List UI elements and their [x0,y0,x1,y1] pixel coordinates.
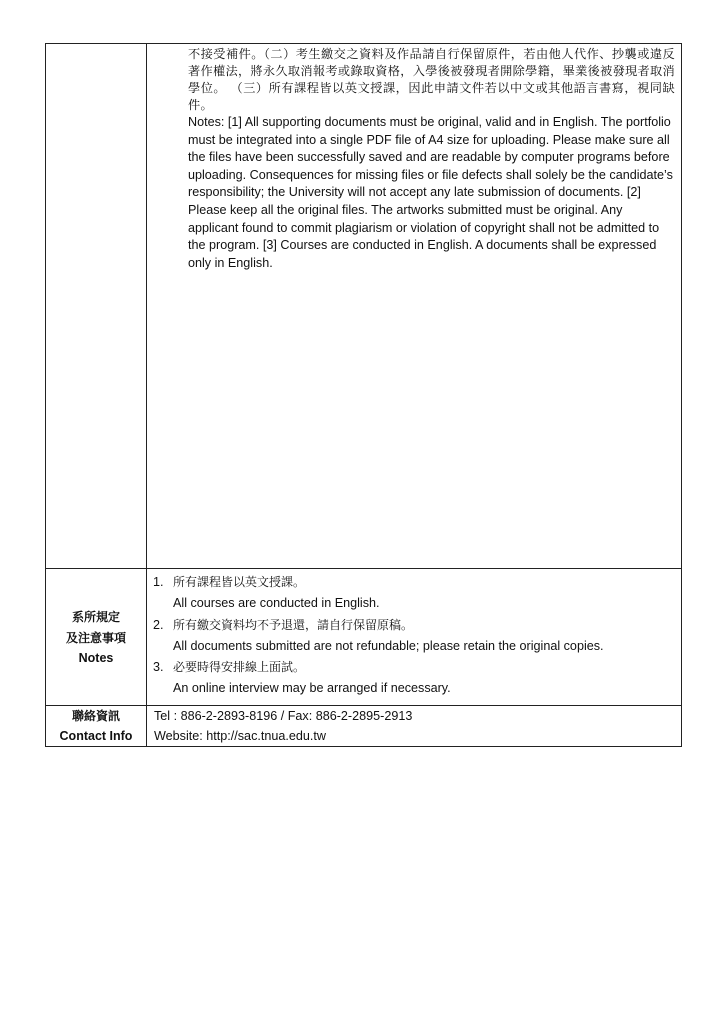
notes-content-cell [147,569,682,706]
contact-tel-fax: Tel : 886-2-2893-8196 / Fax: 886-2-2895-2913 [154,709,413,723]
contact-row [46,706,682,747]
list-item [153,572,675,615]
contact-content-cell [147,706,682,747]
contact-label-zh: 聯絡資訊 [71,709,120,723]
notes-label-zh-line1: 系所規定 [71,609,120,624]
note-en-text: An online interview may be arranged if necessary. [173,681,451,695]
note-en-text: All documents submitted are not refundable; please retain the original copies. [173,638,604,653]
requirements-label-cell [46,44,147,569]
requirements-content-cell [147,44,682,569]
list-item [153,657,675,700]
notes-label-en: Notes [78,650,114,665]
notes-label-cell [46,569,147,706]
requirements-row [46,44,682,569]
requirements-en-text: Notes: [1] All supporting documents must be original, valid and in English. The portfolio must be integrated into a single PDF file of A4 size for uploading. Please make sure all the files have been successfully saved and are readable by computer programs before uploading. Consequences for missing files or file defects shall solely be the candidate’s responsibility; the University will not accept any late submission of documents. [2] Please keep all the original files. The artworks submitted must be original. Any applicant found to commit plagiarism or violation of copyright shall not be admitted to the program. [3] Courses are conducted in English. A documents shall be expressed only in English. [188,115,673,270]
notes-label-zh-line2: 及注意事項 [65,630,126,645]
note-number: 1. [153,575,164,589]
contact-label-en: Contact Info [59,729,133,743]
note-zh-text: 必要時得安排線上面試。 [173,660,306,674]
admission-info-table [45,43,682,747]
note-en-text: All courses are conducted in English. [173,596,380,610]
note-number: 3. [153,660,164,674]
contact-label-cell [46,706,147,747]
note-zh-text: 所有課程皆以英文授課。 [173,575,306,589]
note-zh-text: 所有繳交資料均不予退還，請自行保留原稿。 [173,617,414,632]
list-item [153,615,675,658]
requirements-zh-text: 不接受補件。（二）考生繳交之資料及作品請自行保留原件，若由他人代作、抄襲或違反著作權法，將永久取消報考或錄取資格，入學後被發現者開除學籍，畢業後被發現者取消學位。 （三）所有課程皆以英文授課，因此申請文件若以中文或其他語言書寫，視同缺件。 [188,47,676,112]
notes-row [46,569,682,706]
note-number: 2. [153,617,164,632]
notes-list [147,569,681,700]
contact-website: Website: http://sac.tnua.edu.tw [154,729,326,743]
